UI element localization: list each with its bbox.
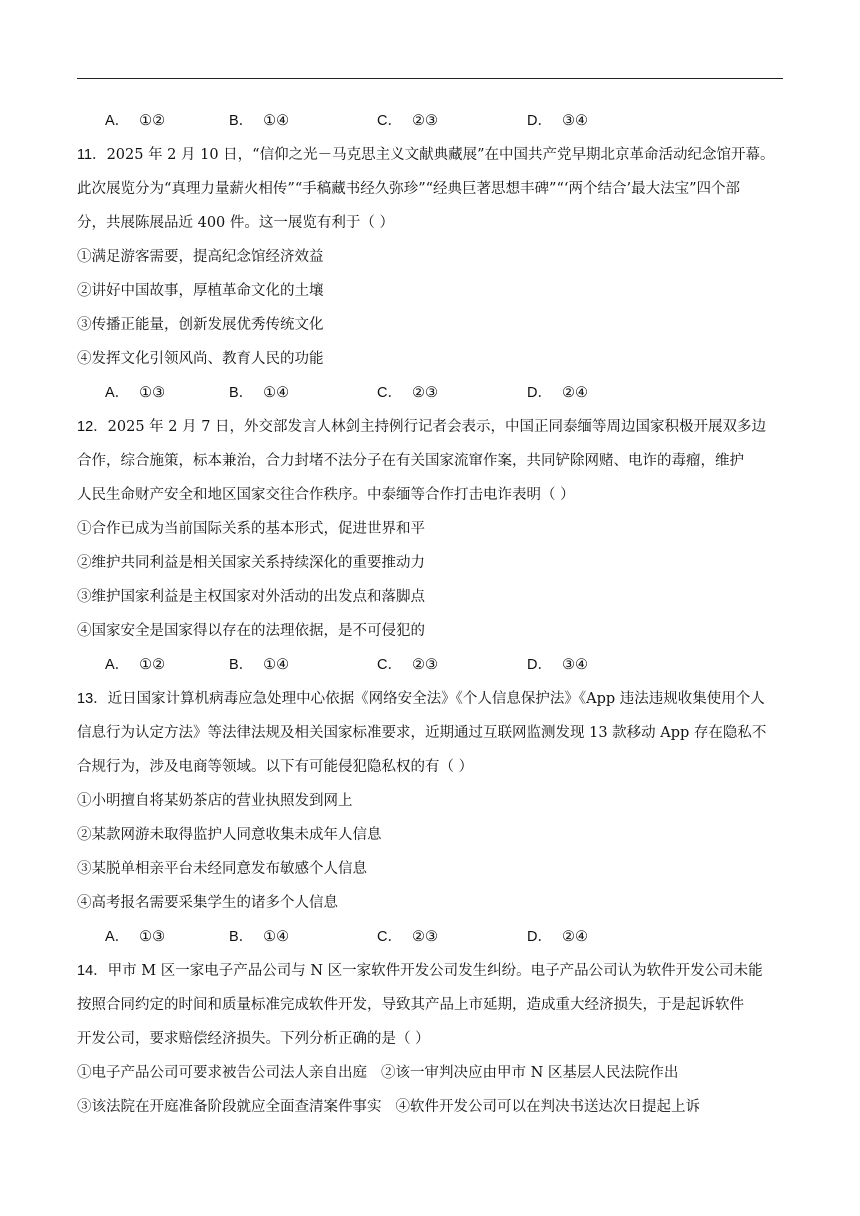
statement-item: ①满足游客需要，提高纪念馆经济效益	[77, 249, 324, 265]
option-c[interactable]: C． ②③	[377, 385, 438, 401]
option-d[interactable]: D． ③④	[527, 657, 588, 673]
option-d[interactable]: D． ③④	[527, 113, 588, 129]
option-b[interactable]: B． ①④	[229, 113, 290, 129]
statement-item: ②某款网游未取得监护人同意收集未成年人信息	[77, 827, 382, 843]
q12-options	[77, 651, 783, 685]
question-stem-line: 11．2025 年 2 月 10 日，“信仰之光－马克思主义文献典藏展”在中国共产党早期北京革命活动纪念馆开幕。	[77, 147, 775, 163]
statement-item: ②维护共同利益是相关国家关系持续深化的重要推动力	[77, 555, 425, 571]
option-c[interactable]: C． ②③	[377, 113, 438, 129]
statement-row	[77, 1093, 783, 1127]
statement-item: ④软件开发公司可以在判决书送达次日提起上诉	[395, 1099, 700, 1115]
question-stem-line: 开发公司，要求赔偿经济损失。下列分析正确的是（ ）	[77, 1031, 430, 1047]
question-stem-line: 按照合同约定的时间和质量标准完成软件开发，导致其产品上市延期，造成重大经济损失，于是起诉软件	[77, 997, 744, 1013]
question-stem-line: 13．近日国家计算机病毒应急处理中心依据《网络安全法》《个人信息保护法》《App 违法违规收集使用个人	[77, 691, 765, 707]
statement-item: ①电子产品公司可要求被告公司法人亲自出庭	[77, 1065, 367, 1081]
statement-item: ③维护国家利益是主权国家对外活动的出发点和落脚点	[77, 589, 425, 605]
statement-item: ④发挥文化引领风尚、教育人民的功能	[77, 351, 324, 367]
question-stem-line: 合作，综合施策，标本兼治，合力封堵不法分子在有关国家流窜作案，共同铲除网赌、电诈的毒瘤，维护	[77, 453, 744, 469]
question-stem-line: 分，共展陈展品近 400 件。这一展览有利于（ ）	[77, 215, 395, 231]
question-14	[77, 957, 783, 1127]
option-a[interactable]: A． ①③	[105, 929, 166, 945]
question-stem-line: 人民生命财产安全和地区国家交往合作秩序。中泰缅等合作打击电诈表明（ ）	[77, 487, 575, 503]
question-stem-line: 12．2025 年 2 月 7 日，外交部发言人林剑主持例行记者会表示，中国正同泰缅等周边国家积极开展双多边	[77, 419, 767, 435]
option-c[interactable]: C． ②③	[377, 929, 438, 945]
option-d[interactable]: D． ②④	[527, 929, 588, 945]
question-stem-line: 此次展览分为“真理力量薪火相传”“手稿藏书经久弥珍”“经典巨著思想丰碑”“‘两个结合’最大法宝”四个部	[77, 181, 741, 197]
exam-content	[77, 107, 783, 1127]
header-rule	[77, 78, 783, 79]
q11-options	[77, 379, 783, 413]
statement-item: ②讲好中国故事，厚植革命文化的土壤	[77, 283, 324, 299]
option-a[interactable]: A． ①③	[105, 385, 166, 401]
question-number: 11．	[77, 147, 107, 163]
option-b[interactable]: B． ①④	[229, 657, 290, 673]
statement-row	[77, 1059, 783, 1093]
option-a[interactable]: A． ①②	[105, 113, 166, 129]
question-11	[77, 141, 783, 413]
statement-item: ③该法院在开庭准备阶段就应全面查清案件事实	[77, 1099, 382, 1115]
option-c[interactable]: C． ②③	[377, 657, 438, 673]
question-13	[77, 685, 783, 957]
q10-options	[77, 107, 783, 141]
statement-item: ③某脱单相亲平台未经同意发布敏感个人信息	[77, 861, 367, 877]
question-stem-line: 14．甲市 M 区一家电子产品公司与 N 区一家软件开发公司发生纠纷。电子产品公司认为软件开发公司未能	[77, 963, 763, 979]
option-d[interactable]: D． ②④	[527, 385, 588, 401]
question-number: 14．	[77, 963, 108, 979]
statement-item: ①小明擅自将某奶茶店的营业执照发到网上	[77, 793, 353, 809]
question-stem-line: 合规行为，涉及电商等领域。以下有可能侵犯隐私权的有（ ）	[77, 759, 474, 775]
statement-item: ④国家安全是国家得以存在的法理依据，是不可侵犯的	[77, 623, 425, 639]
option-b[interactable]: B． ①④	[229, 929, 290, 945]
q13-options	[77, 923, 783, 957]
option-a[interactable]: A． ①②	[105, 657, 166, 673]
option-b[interactable]: B． ①④	[229, 385, 290, 401]
question-number: 13．	[77, 691, 108, 707]
statement-item: ④高考报名需要采集学生的诸多个人信息	[77, 895, 338, 911]
statement-item: ②该一审判决应由甲市 N 区基层人民法院作出	[381, 1065, 679, 1081]
question-number: 12．	[77, 419, 108, 435]
question-12	[77, 413, 783, 685]
statement-item: ③传播正能量，创新发展优秀传统文化	[77, 317, 324, 333]
statement-item: ①合作已成为当前国际关系的基本形式，促进世界和平	[77, 521, 425, 537]
question-stem-line: 信息行为认定方法》等法律法规及相关国家标准要求，近期通过互联网监测发现 13 款移动 App 存在隐私不	[77, 725, 767, 741]
